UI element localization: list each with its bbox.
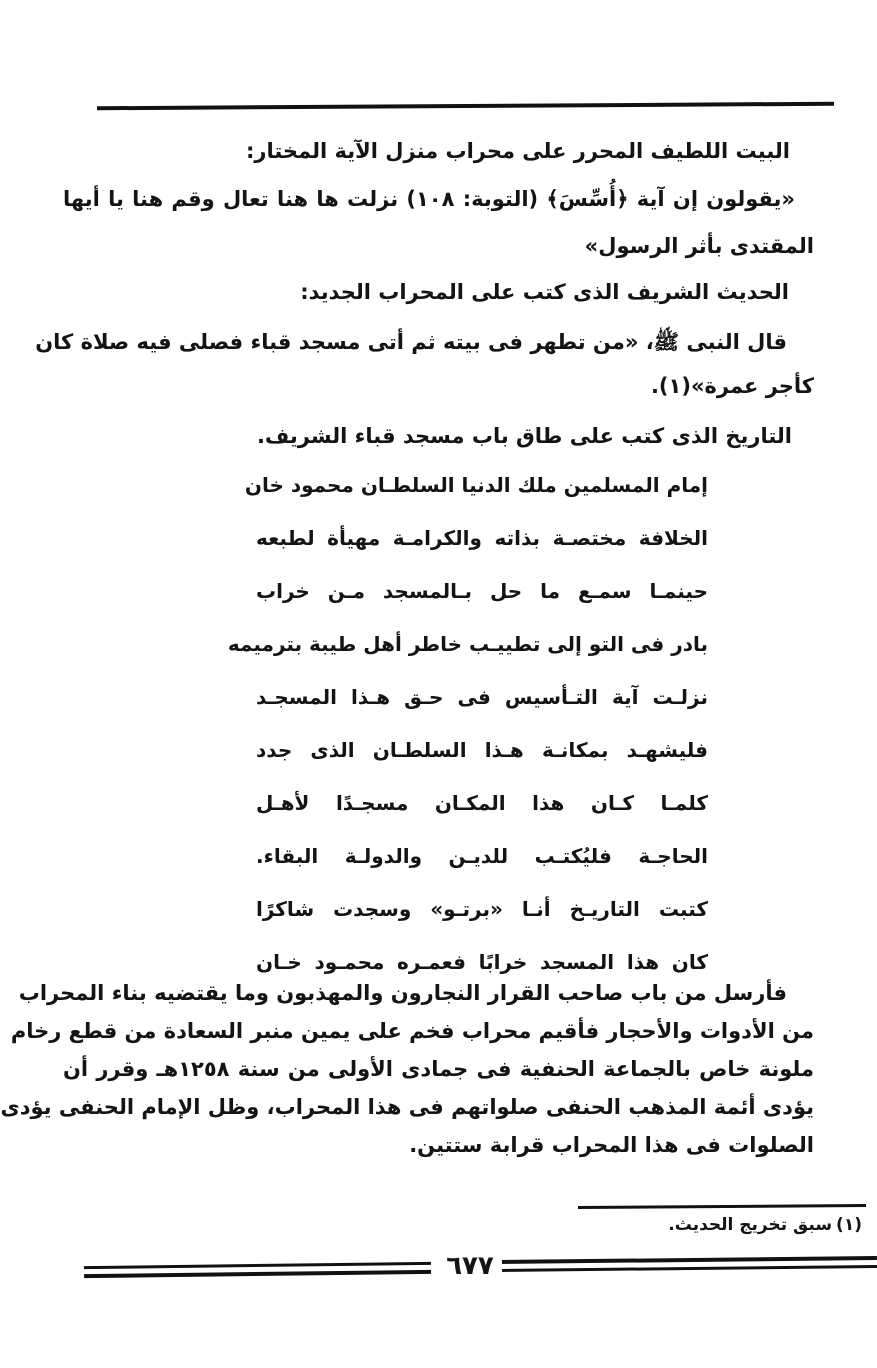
hadith-text xyxy=(35,320,814,408)
paragraph-line-4: يؤدى أئمة المذهب الحنفى صلواتهم فى هذا المحراب، وظل الإمام الحنفى يؤدى xyxy=(0,1095,814,1119)
footnote-marker: (١) xyxy=(836,1215,862,1235)
poem-line-10: كان هذا المسجد خرابًا فعمـره محمـود خـان xyxy=(256,950,708,974)
title-line: البيت اللطيف المحرر على محراب منزل الآية المختار: xyxy=(245,139,790,163)
dedication-poem xyxy=(227,459,708,989)
poem-line-5: نزلـت آية التـأسيس فى حـق هـذا المسجـد xyxy=(256,685,708,709)
tarikh-section-heading xyxy=(257,413,792,460)
poem-line-4: بادر فى التو إلى تطييـب خاطر أهل طيبة بترميمه xyxy=(227,632,708,656)
footnote xyxy=(664,1212,862,1238)
hadith-line-2: كأجر عمرة»(١). xyxy=(650,374,814,398)
closing-paragraph xyxy=(0,974,814,1164)
poem-line-3: حينمـا سمـع ما حل بـالمسجد مـن خراب xyxy=(256,579,708,603)
poem-line-9: كتبت التاريـخ أنـا «برتـو» وسجدت شاكرًا xyxy=(256,897,708,921)
paragraph-line-5: الصلوات فى هذا المحراب قرابة ستتين. xyxy=(409,1133,814,1157)
footnote-text: سبق تخريج الحديث. xyxy=(668,1215,833,1235)
paragraph-line-2: من الأدوات والأحجار فأقيم محراب فخم على يمين منبر السعادة من قطع رخام xyxy=(10,1019,814,1043)
quran-verse-quote xyxy=(63,176,814,270)
poem-line-2: الخلافة مختصـة بذاته والكرامـة مهيأة لطبعه xyxy=(256,526,708,550)
top-divider-rule xyxy=(97,102,834,111)
hadith-section-heading xyxy=(300,269,789,316)
poem-line-7: كلمـا كـان هذا المكـان مسجـدًا لأهـل xyxy=(256,791,708,815)
hadith-line-1: قال النبى ﷺ، «من تطهر فى بيته ثم أتى مسجد قباء فصلى فيه صلاة كان xyxy=(35,330,787,354)
poem-line-1: إمام المسلمين ملك الدنيا السلطـان محمود خان xyxy=(244,473,708,497)
paragraph-line-1: فأرسل من باب صاحب القرار النجارون والمهذبون وما يقتضيه بناء المحراب xyxy=(18,981,787,1005)
heading-line: التاريخ الذى كتب على طاق باب مسجد قباء الشريف. xyxy=(256,424,792,448)
poem-line-8: الحاجـة فليُكتـب للديـن والدولـة البقاء. xyxy=(256,844,708,868)
page-number-rule-left xyxy=(84,1262,431,1278)
paragraph-line-3: ملونة خاص بالجماعة الحنفية فى جمادى الأولى من سنة ١٢٥٨هـ وقرر أن xyxy=(63,1057,814,1081)
poem-line-6: فليشهـد بمكانـة هـذا السلطـان الذى جدد xyxy=(256,738,708,762)
quote-line-1: «يقولون إن آية ﴿أُسِّسَ﴾ (التوبة: ١٠٨) نزلت ها هنا تعال وقم هنا يا أيها xyxy=(63,187,795,211)
footnote-separator-rule xyxy=(578,1204,866,1209)
section-title-mihrab-verse xyxy=(246,128,790,175)
page-number: ٦٧٧ xyxy=(446,1251,494,1281)
quote-line-2: المقتدى بأثر الرسول» xyxy=(584,234,814,258)
page-number-rule-right xyxy=(502,1256,877,1272)
heading-line: الحديث الشريف الذى كتب على المحراب الجديد: xyxy=(300,280,789,304)
